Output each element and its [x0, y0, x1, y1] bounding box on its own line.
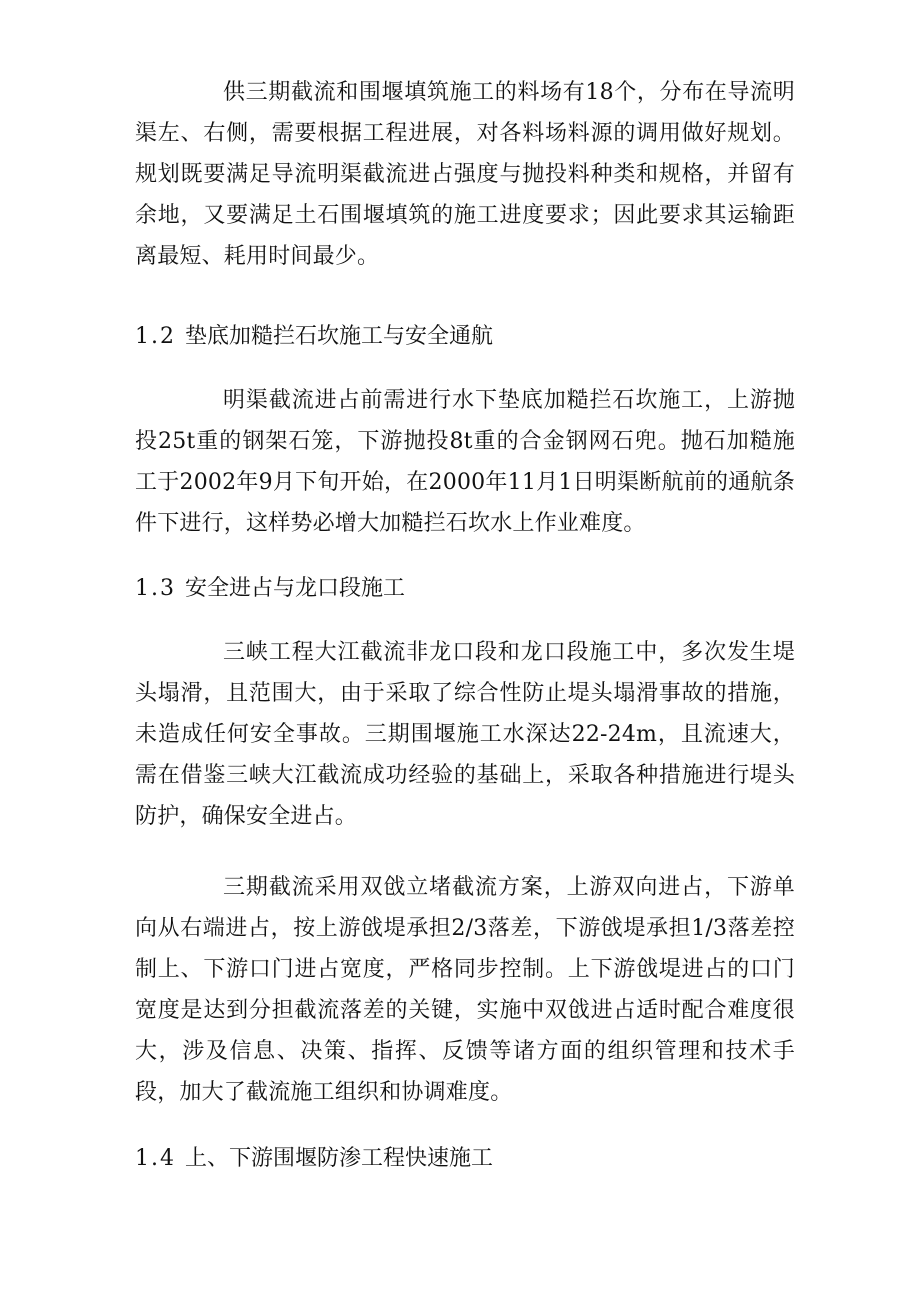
section-number: 1.2: [135, 324, 176, 349]
section-number: 1.3: [135, 576, 176, 601]
section-heading-1-3: [135, 574, 405, 604]
section-title: 上、下游围堰防渗工程快速施工: [185, 1146, 494, 1171]
paragraph-material-yards: 供三期截流和围堰填筑施工的料场有18个，分布在导流明渠左、右侧，需要根据工程进展，对各料场料源的调用做好规划。规划既要满足导流明渠截流进占强度与抛投料种类和规格，并留有余地，又要满足土石围堰填筑的施工进度要求；因此要求其运输距离最短、耗用时间最少。: [135, 80, 795, 269]
section-title: 垫底加糙拦石坎施工与安全通航: [185, 324, 494, 349]
section-title: 安全进占与龙口段施工: [185, 576, 406, 601]
paragraph-double-dyke-closure: 三期截流采用双戗立堵截流方案，上游双向进占，下游单向从右端进占，按上游戗堤承担2/3落差，下游戗堤承担1/3落差控制上、下游口门进占宽度，严格同步控制。上下游戗堤进占的口门宽度是达到分担截流落差的关键，实施中双戗进占适时配合难度很大，涉及信息、决策、指挥、反馈等诸方面的组织管理和技术手段，加大了截流施工组织和协调难度。: [135, 875, 795, 1105]
section-number: 1.4: [135, 1146, 176, 1171]
section-heading-1-4: [135, 1144, 493, 1174]
paragraph-safe-advance: 三峡工程大江截流非龙口段和龙口段施工中，多次发生堤头塌滑，且范围大，由于采取了综合性防止堤头塌滑事故的措施，未造成任何安全事故。三期围堰施工水深达22-24m，且流速大，需在借鉴三峡大江截流成功经验的基础上，采取各种措施进行堤头防护，确保安全进占。: [135, 640, 795, 829]
section-heading-1-2: [135, 322, 493, 352]
paragraph-bottom-roughening: 明渠截流进占前需进行水下垫底加糙拦石坎施工，上游抛投25t重的钢架石笼，下游抛投8t重的合金钢网石兜。抛石加糙施工于2002年9月下旬开始，在2000年11月1日明渠断航前的通航条件下进行，这样势必增大加糙拦石坎水上作业难度。: [135, 388, 795, 536]
